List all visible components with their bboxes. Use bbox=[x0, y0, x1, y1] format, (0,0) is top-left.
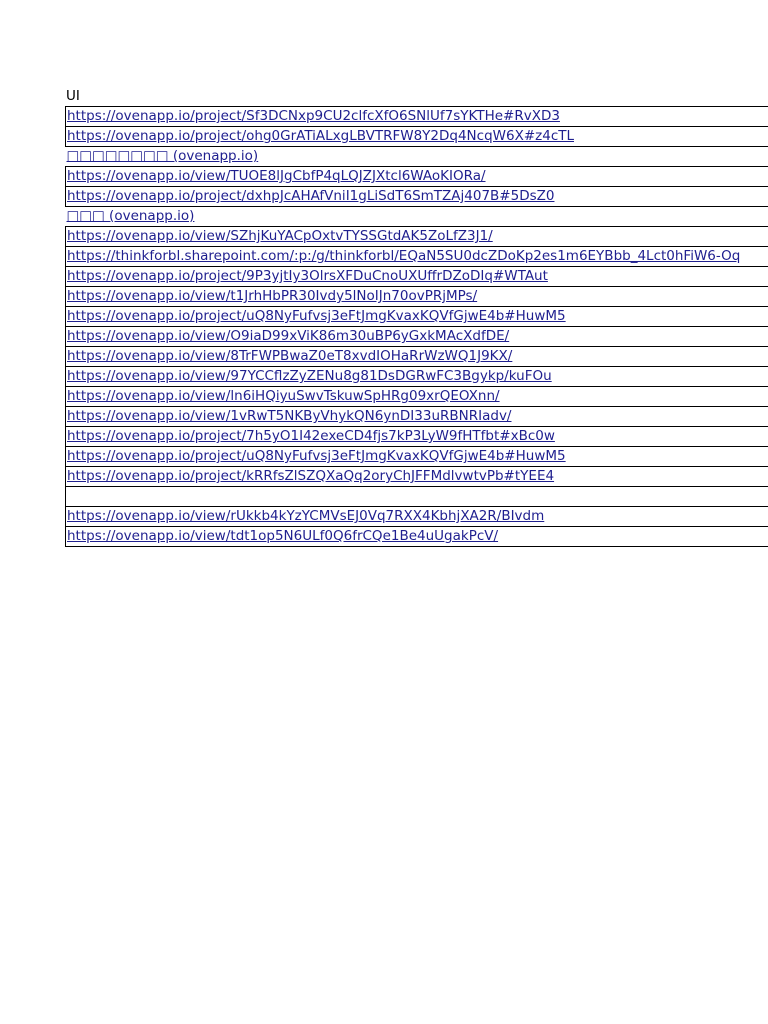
hyperlink[interactable]: https://ovenapp.io/view/ln6iHQiyuSwvTskuwSpHRg09xrQEOXnn/ bbox=[67, 388, 500, 404]
table-cell bbox=[66, 207, 768, 227]
table-cell bbox=[66, 467, 768, 487]
table-row bbox=[66, 187, 768, 207]
hyperlink[interactable]: https://ovenapp.io/view/tdt1op5N6ULf0Q6frCQe1Be4uUgakPcV/ bbox=[67, 528, 499, 544]
hyperlink[interactable]: https://ovenapp.io/view/8TrFWPBwaZ0eT8xvdIOHaRrWzWQ1J9KX/ bbox=[67, 348, 513, 364]
table-cell bbox=[66, 307, 768, 327]
table-cell bbox=[66, 407, 768, 427]
table-row bbox=[66, 347, 768, 367]
table-cell bbox=[66, 347, 768, 367]
hyperlink[interactable]: □□□ (ovenapp.io) bbox=[66, 208, 195, 224]
table-row bbox=[66, 427, 768, 447]
table-cell bbox=[66, 427, 768, 447]
hyperlink[interactable]: https://ovenapp.io/view/TUOE8lJgCbfP4qLQJZJXtcl6WAoKIORa/ bbox=[67, 168, 486, 184]
table-row bbox=[66, 307, 768, 327]
table-cell bbox=[66, 187, 768, 207]
table-row bbox=[66, 447, 768, 467]
hyperlink[interactable]: https://ovenapp.io/project/Sf3DCNxp9CU2clfcXfO6SNlUf7sYKTHe#RvXD3 bbox=[67, 108, 560, 124]
table-row bbox=[66, 207, 768, 227]
table-row bbox=[66, 107, 768, 127]
table-cell bbox=[66, 447, 768, 467]
table-row bbox=[66, 147, 768, 167]
table-row bbox=[66, 487, 768, 507]
hyperlink[interactable]: https://ovenapp.io/view/t1JrhHbPR30Ivdy5lNoIJn70ovPRjMPs/ bbox=[67, 288, 478, 304]
hyperlink[interactable]: https://ovenapp.io/view/SZhjKuYACpOxtvTYSSGtdAK5ZoLfZ3J1/ bbox=[67, 228, 493, 244]
table-cell bbox=[66, 387, 768, 407]
table-row bbox=[66, 327, 768, 347]
hyperlink[interactable]: https://ovenapp.io/view/O9iaD99xViK86m30uBP6yGxkMAcXdfDE/ bbox=[67, 328, 510, 344]
hyperlink[interactable]: https://ovenapp.io/project/uQ8NyFufvsj3eFtJmgKvaxKQVfGjwE4b#HuwM5 bbox=[67, 308, 566, 324]
hyperlink[interactable]: https://ovenapp.io/project/7h5yO1I42exeCD4fjs7kP3LyW9fHTfbt#xBc0w bbox=[67, 428, 555, 444]
hyperlink[interactable]: https://ovenapp.io/project/9P3yjtIy3OlrsXFDuCnoUXUffrDZoDIq#WTAut bbox=[67, 268, 548, 284]
table-row bbox=[66, 287, 768, 307]
table-row bbox=[66, 467, 768, 487]
hyperlink[interactable]: https://ovenapp.io/project/uQ8NyFufvsj3eFtJmgKvaxKQVfGjwE4b#HuwM5 bbox=[67, 448, 566, 464]
hyperlink[interactable]: https://ovenapp.io/view/1vRwT5NKByVhykQN6ynDI33uRBNRIadv/ bbox=[67, 408, 512, 424]
table-row bbox=[66, 167, 768, 187]
table-row bbox=[66, 507, 768, 527]
hyperlink[interactable]: https://thinkforbl.sharepoint.com/:p:/g/thinkforbl/EQaN5SU0dcZDoKp2es1m6EYBbb_4Lct0hFiW6-Oq bbox=[67, 248, 741, 264]
hyperlink[interactable]: https://ovenapp.io/project/ohg0GrATiALxgLBVTRFW8Y2Dq4NcqW6X#z4cTL bbox=[67, 128, 575, 144]
hyperlink[interactable]: https://ovenapp.io/project/dxhpJcAHAfVniI1gLiSdT6SmTZAj407B#5DsZ0 bbox=[67, 188, 555, 204]
table-cell bbox=[66, 487, 768, 507]
table-row bbox=[66, 247, 768, 267]
table-row bbox=[66, 387, 768, 407]
table-cell bbox=[66, 287, 768, 307]
table-row bbox=[66, 227, 768, 247]
table-cell bbox=[66, 107, 768, 127]
table-cell bbox=[66, 147, 768, 167]
table-cell bbox=[66, 327, 768, 347]
table-cell bbox=[66, 167, 768, 187]
hyperlink[interactable]: □□□□□□□□ (ovenapp.io) bbox=[66, 148, 259, 164]
table-cell bbox=[66, 507, 768, 527]
table-cell bbox=[66, 367, 768, 387]
column-header-label: UI bbox=[66, 88, 80, 104]
table-cell bbox=[66, 527, 768, 547]
table-row bbox=[66, 527, 768, 547]
table-cell bbox=[66, 227, 768, 247]
table-row bbox=[66, 407, 768, 427]
link-table bbox=[65, 106, 768, 547]
table-cell bbox=[66, 267, 768, 287]
table-row bbox=[66, 267, 768, 287]
hyperlink[interactable]: https://ovenapp.io/project/kRRfsZlSZQXaQq2oryChJFFMdlvwtvPb#tYEE4 bbox=[67, 468, 555, 484]
table-cell bbox=[66, 247, 768, 267]
link-rows bbox=[66, 107, 768, 547]
spreadsheet-sheet bbox=[65, 86, 768, 547]
hyperlink[interactable]: https://ovenapp.io/view/rUkkb4kYzYCMVsEJ0Vq7RXX4KbhjXA2R/BIvdm bbox=[67, 508, 545, 524]
hyperlink[interactable]: https://ovenapp.io/view/97YCCflzZyZENu8g81DsDGRwFC3Bgykp/kuFOu bbox=[67, 368, 552, 384]
table-row bbox=[66, 367, 768, 387]
table-cell bbox=[66, 127, 768, 147]
table-row bbox=[66, 127, 768, 147]
